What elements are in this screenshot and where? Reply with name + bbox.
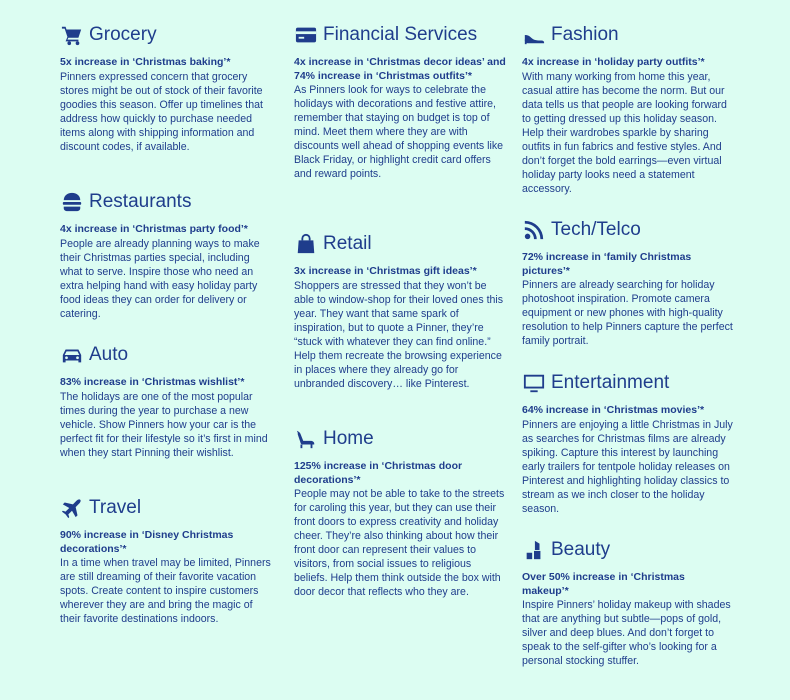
section-stat: 64% increase in ‘Christmas movies’* [522,404,705,416]
section-header [294,426,506,452]
section-title: Beauty [551,539,611,560]
section-stat: 3x increase in ‘Christmas gift ideas’* [294,265,477,277]
section-body: The holidays are one of the most popular times during the year to purchase a new vehicle. Show Pinners how your car is the perfect fit for their lifestyle so it’s first in mind when they start Pinning their wishlist. [60,390,268,459]
lounge-chair-icon [294,427,318,451]
shopping-cart-icon [60,23,84,47]
car-icon [60,343,84,367]
lipstick-icon [522,538,546,562]
section-header [294,231,506,257]
section-title: Travel [89,497,142,518]
section-title: Auto [89,344,129,365]
section-financial-services [294,22,506,181]
signal-icon [522,218,546,242]
section-auto [60,342,272,460]
section-body: Pinners expressed concern that grocery stores might be out of stock of their favorite goodies this season. Offer up timelines that address how quickly to purchase needed items along with shipping information and discount codes, if available. [60,70,263,153]
section-header [60,342,272,368]
section-header [60,22,272,48]
monitor-icon [522,371,546,395]
shopping-bag-icon [294,232,318,256]
section-title: Financial Services [323,24,478,45]
section-title: Entertainment [551,372,670,393]
section-body: People may not be able to take to the streets for caroling this year, but they can use their front doors to express creativity and holiday cheer. They’re also thinking about how their front door can represent their values to visitors, from social issues to religious beliefs. Help them think outside the box with door decor that reflects who they are. [294,488,505,598]
section-stat: 83% increase in ‘Christmas wishlist’* [60,376,245,388]
section-header [522,537,734,563]
section-header [522,217,734,243]
section-body: People are already planning ways to make their Christmas parties special, including what to serve. Inspire those who need an extra helping hand with easy holiday party food ideas they can order for delivery or catering. [60,237,260,320]
section-header [60,189,272,215]
section-header [60,495,272,521]
section-stat: Over 50% increase in ‘Christmas makeup’* [522,571,685,597]
section-body: Shoppers are stressed that they won’t be able to window-shop for their loved ones this year. They want that same spark of inspiration, but to quote a Pinner, they’re “stuck with whatever they can find online.” Help them recreate the browsing experience in places where they already go for unbranded discovery… like Pinterest. [294,279,504,390]
section-home [294,426,506,599]
section-title: Home [323,428,374,449]
high-heel-icon [522,23,546,47]
section-stat: 4x increase in ‘Christmas decor ideas’ and 74% increase in ‘Christmas outfits’* [294,56,506,82]
section-restaurants [60,189,272,321]
section-travel [60,495,272,626]
section-stat: 125% increase in ‘Christmas door decorations’* [294,460,463,486]
section-header [522,22,734,48]
section-header [294,22,506,48]
section-stat: 4x increase in ‘holiday party outfits’* [522,56,705,68]
section-stat: 72% increase in ‘family Christmas pictures’* [522,251,692,277]
section-body: Pinners are enjoying a little Christmas in July as searches for Christmas films are already spiking. Capture this interest by launching early trailers for tentpole holiday releases on Pinterest and highlighting holiday classics to stream as we inch closer to the holiday season. [522,418,733,515]
section-entertainment [522,370,734,516]
airplane-icon [60,496,84,520]
section-title: Restaurants [89,191,192,212]
section-stat: 5x increase in ‘Christmas baking’* [60,56,231,68]
section-fashion [522,22,734,196]
section-title: Grocery [89,24,157,45]
section-grocery [60,22,272,154]
section-body: Pinners are already searching for holiday photoshoot inspiration. Promote camera equipment or new phones with high-quality resolution to help Pinners capture the perfect family portrait. [522,279,733,347]
section-title: Retail [323,233,372,254]
section-title: Tech/Telco [551,219,641,240]
section-stat: 4x increase in ‘Christmas party food’* [60,223,248,235]
section-stat: 90% increase in ‘Disney Christmas decorations’* [60,529,234,555]
burger-icon [60,190,84,214]
section-retail [294,231,506,391]
section-header [522,370,734,396]
credit-card-icon [294,23,318,47]
section-body: As Pinners look for ways to celebrate the holidays with decorations and festive attire, remember that staying on budget is top of mind. Meet them where they are with discounts well ahead of shopping events like Black Friday, or highlight credit card offers and reward points. [294,84,504,180]
section-title: Fashion [551,24,619,45]
section-body: In a time when travel may be limited, Pinners are still dreaming of their favorite vacation spots. Create content to inspire customers wherever they are and bring the magic of their favorite destinations indoors. [60,557,271,625]
section-tech-telco [522,217,734,348]
section-body: With many working from home this year, casual attire has become the norm. But our data tells us that people are looking forward to getting dressed up this holiday season. Help their wardrobes sparkle by sharing outfits in fun fabrics and festive styles. And don’t forget the bold earrings—even virtual holiday party looks need a statement accessory. [522,70,727,195]
section-beauty [522,537,734,668]
section-body: Inspire Pinners’ holiday makeup with shades that are anything but subtle—pops of gold, silver and deep blues. And don’t forget to speak to the self-gifter who’s looking for a personal stocking stuffer. [522,599,731,667]
